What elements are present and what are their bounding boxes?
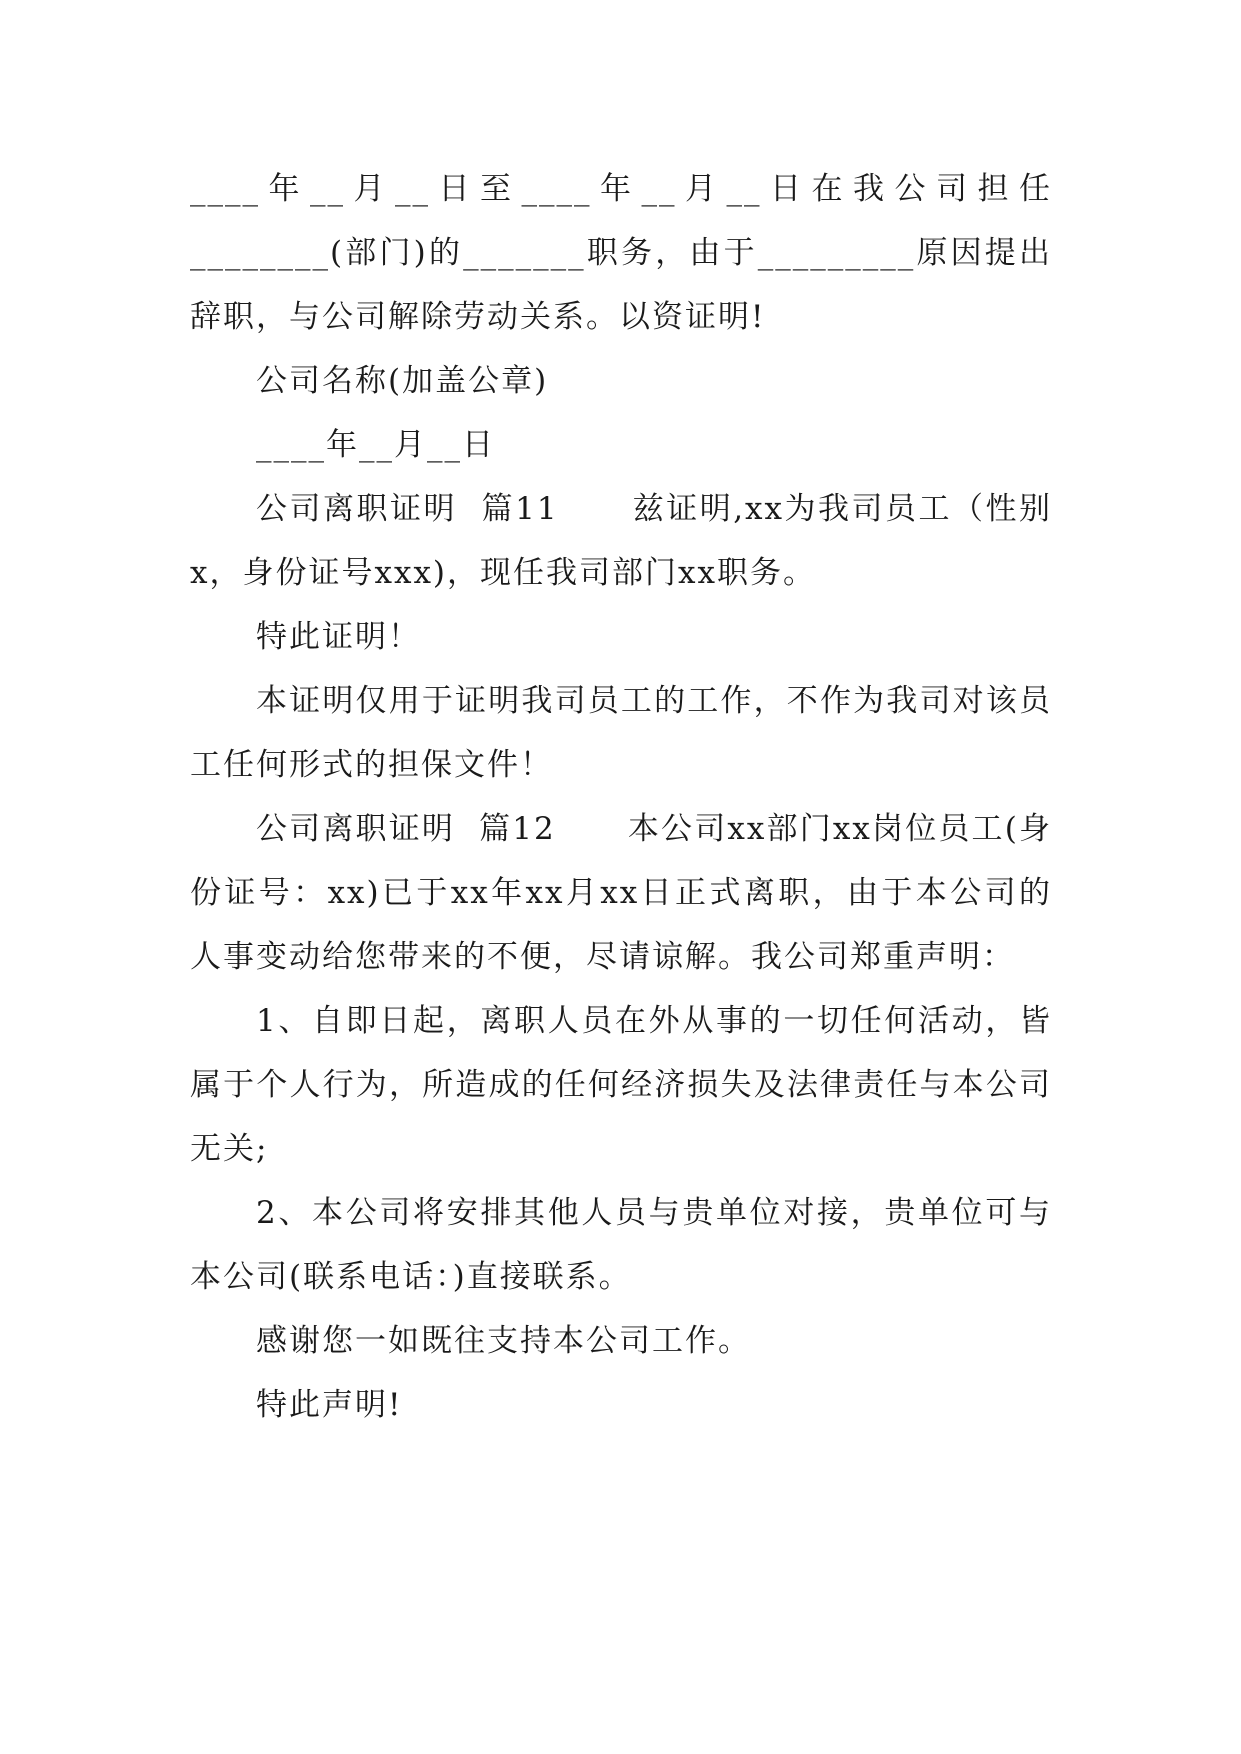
paragraph-thanks: 感谢您一如既往支持本公司工作。 <box>256 1323 751 1359</box>
paragraph-company-name: 公司名称(加盖公章) <box>256 363 549 399</box>
paragraph-statement-1: 1、自即日起，离职人员在外从事的一切任何活动，皆属于个人行为，所造成的任何经济损失及法律责任与本公司无关; <box>190 1003 1052 1167</box>
paragraph-date: ____年__月__日 <box>256 427 495 463</box>
paragraph-hereby-certify: 特此证明！ <box>256 619 421 655</box>
paragraph-statement-2: 2、本公司将安排其他人员与贵单位对接，贵单位可与本公司(联系电话：)直接联系。 <box>190 1195 1052 1295</box>
paragraph-certificate-11: 公司离职证明 篇11 兹证明,xx为我司员工（性别x，身份证号xxx)，现任我司部门xx职务。 <box>190 491 1052 591</box>
paragraph-employment-period: ____年__月__日至____年__月__日在我公司担任________(部门)的_______职务，由于_________原因提出辞职，与公司解除劳动关系。以资证明! <box>190 171 1052 335</box>
document-body <box>190 157 1052 1437</box>
paragraph-certificate-12: 公司离职证明 篇12 本公司xx部门xx岗位员工(身份证号：xx)已于xx年xx月xx日正式离职，由于本公司的人事变动给您带来的不便，尽请谅解。我公司郑重声明： <box>190 811 1052 975</box>
paragraph-certificate-purpose: 本证明仅用于证明我司员工的工作，不作为我司对该员工任何形式的担保文件！ <box>190 683 1052 783</box>
paragraph-hereby-declare: 特此声明! <box>256 1387 403 1423</box>
